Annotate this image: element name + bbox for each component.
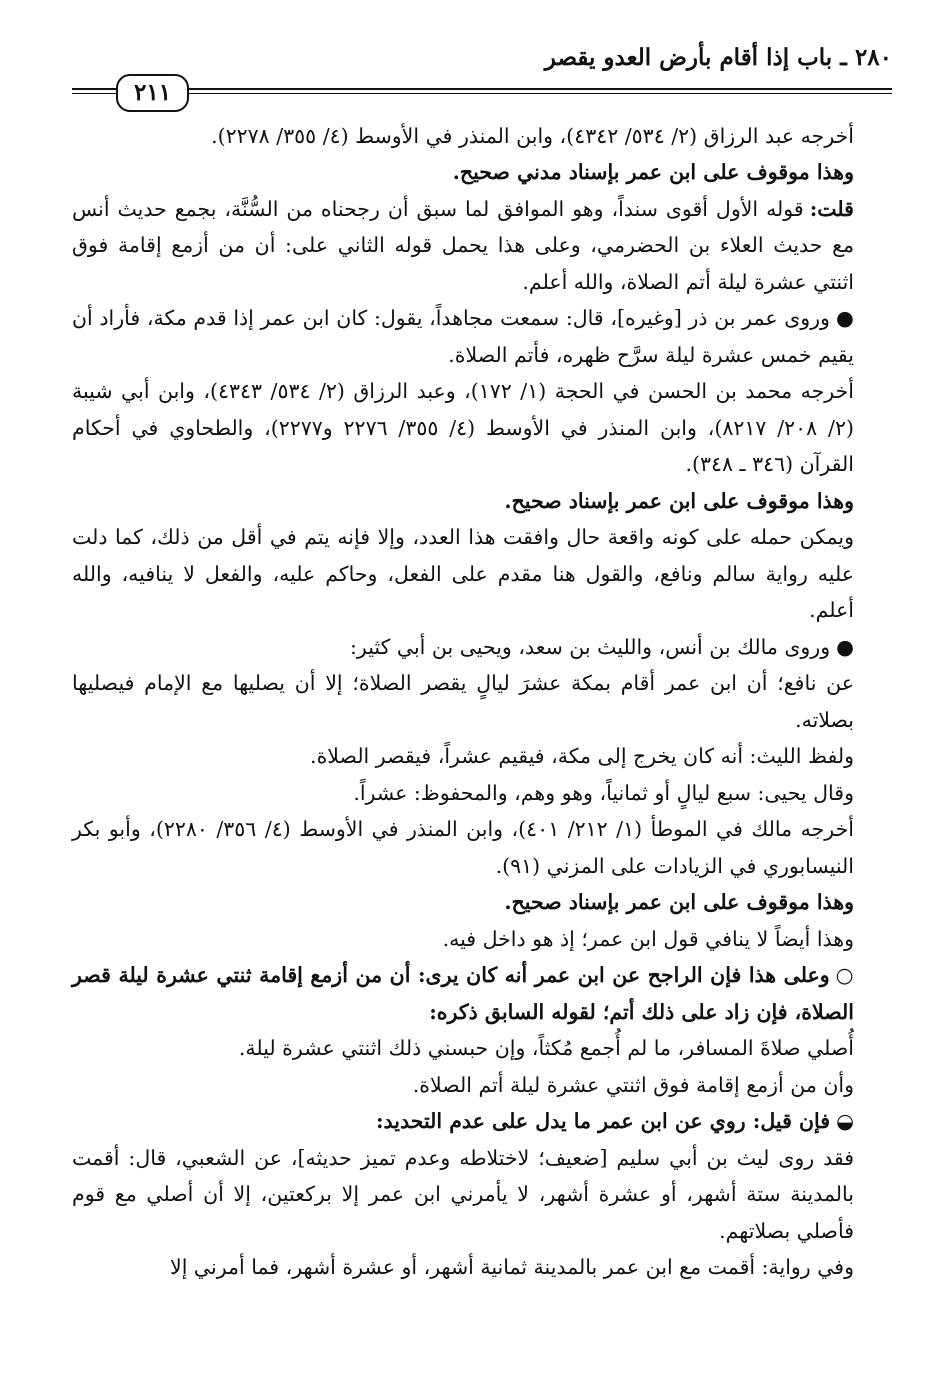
paragraph-text: أُصلي صلاةَ المسافر، ما لم أُجمع مُكثاً، وإن حبسني ذلك اثنتي عشرة ليلة. [238, 1036, 854, 1061]
paragraph-text: ويمكن حمله على كونه واقعة حال وافقت هذا العدد، وإلا فإنه يتم في أقل من ذلك، كما دلت عليه رواية سالم ونافع، والقول هنا مقدم على الفعل، وحاكم عليه، والفعل لا ينافيه، والله أعلم. [72, 525, 854, 623]
paragraph-text: أخرجه عبد الرزاق (٢/ ٥٣٤/ ٤٣٤٢)، وابن المنذر في الأوسط (٤/ ٣٥٥/ ٢٢٧٨). [211, 123, 854, 148]
paragraph [72, 884, 892, 921]
paragraph [72, 921, 892, 958]
paragraph-text: عن نافع؛ أن ابن عمر أقام بمكة عشرَ ليالٍ يقصر الصلاة؛ إلا أن يصليها مع الإمام فيصليها بصلاته. [72, 671, 854, 732]
paragraph-text: فإن قيل: روي عن ابن عمر ما يدل على عدم التحديد: [375, 1109, 831, 1134]
paragraph [72, 300, 892, 373]
paragraph [72, 1249, 892, 1286]
paragraph-lead: ● [835, 306, 855, 331]
paragraph-text: قوله الأول أقوى سنداً، وهو الموافق لما سبق أن رجحناه من السُّنَّة، بجمع حديث أنس مع حديث العلاء بن الحضرمي، وعلى هذا يحمل قوله الثاني على: أن من أزمع إقامة فوق اثنتي عشرة ليلة أتم الصلاة، والله أعلم. [72, 196, 854, 294]
chapter-title: ٢٨٠ ـ باب إذا أقام بأرض العدو يقصر [544, 44, 892, 71]
paragraph-lead: ◒ [836, 1109, 854, 1134]
paragraph [72, 665, 892, 738]
paragraph [72, 154, 892, 191]
paragraph-text: وهذا موقوف على ابن عمر بإسناد صحيح. [504, 890, 854, 915]
paragraph-text: وهذا موقوف على ابن عمر بإسناد صحيح. [504, 488, 854, 513]
page-body [72, 118, 892, 1286]
paragraph [72, 738, 892, 775]
paragraph [72, 629, 892, 666]
paragraph-text: وفي رواية: أقمت مع ابن عمر بالمدينة ثمانية أشهر، أو عشرة أشهر، فما أمرني إلا [170, 1255, 854, 1280]
paragraph-text: فقد روى ليث بن أبي سليم [ضعيف؛ لاختلاطه وعدم تميز حديثه]، عن الشعبي، قال: أقمت بالمدينة ستة أشهر، أو عشرة أشهر، لا يأمرني ابن عمر إلا بركعتين، إلا أن أصلي مع قوم فأصلي بصلاتهم. [72, 1145, 854, 1243]
paragraph [72, 483, 892, 520]
paragraph-text: وروى عمر بن ذر [وغيره]، قال: سمعت مجاهداً، يقول: كان ابن عمر إذا قدم مكة، فأراد أن يقيم خمس عشرة ليلة سرَّح ظهره، فأتم الصلاة. [72, 306, 854, 367]
paragraph-text: أخرجه مالك في الموطأ (١/ ٢١٢/ ٤٠١)، وابن المنذر في الأوسط (٤/ ٣٥٦/ ٢٢٨٠)، وأبو بكر النيسابوري في الزيادات على المزني (٩١). [72, 817, 854, 878]
paragraph-text: أخرجه محمد بن الحسن في الحجة (١/ ١٧٢)، وعبد الرزاق (٢/ ٥٣٤/ ٤٣٤٣)، وابن أبي شيبة (٢/ ٢٠٨/ ٨٢١٧)، وابن المنذر في الأوسط (٤/ ٣٥٥/ ٢٢٧٦ و٢٢٧٧)، والطحاوي في أحكام القرآن (٣٤٦ ـ ٣٤٨). [72, 379, 854, 477]
paragraph [72, 1103, 892, 1140]
running-header [72, 44, 892, 72]
double-rule-line [72, 88, 892, 94]
paragraph [72, 1140, 892, 1250]
paragraph [72, 1067, 892, 1104]
paragraph-lead: ○ [835, 963, 854, 988]
paragraph-text: وهذا أيضاً لا ينافي قول ابن عمر؛ إذ هو داخل فيه. [442, 926, 854, 951]
paragraph-lead: قلت: [809, 196, 854, 221]
header-rule [72, 74, 892, 118]
paragraph-lead: ● [836, 634, 854, 659]
paragraph [72, 519, 892, 629]
paragraph-text: وهذا موقوف على ابن عمر بإسناد مدني صحيح. [452, 160, 854, 185]
paragraph [72, 373, 892, 483]
paragraph [72, 811, 892, 884]
paragraph [72, 118, 892, 155]
paragraph [72, 957, 892, 1030]
page-number: ٢١١ [116, 74, 189, 112]
paragraph-text: وعلى هذا فإن الراجح عن ابن عمر أنه كان يرى: أن من أزمع إقامة ثنتي عشرة ليلة قصر الصلاة، فإن زاد على ذلك أتم؛ لقوله السابق ذكره: [72, 963, 854, 1024]
paragraph-text: وروى مالك بن أنس، والليث بن سعد، ويحيى بن أبي كثير: [350, 634, 831, 659]
paragraph [72, 191, 892, 301]
paragraph-text: ولفظ الليث: أنه كان يخرج إلى مكة، فيقيم عشراً، فيقصر الصلاة. [310, 744, 854, 769]
paragraph [72, 775, 892, 812]
paragraph [72, 1030, 892, 1067]
paragraph-text: وقال يحيى: سبع ليالٍ أو ثمانياً، وهو وهم، والمحفوظ: عشراً. [353, 780, 854, 805]
paragraph-text: وأن من أزمع إقامة فوق اثنتي عشرة ليلة أتم الصلاة. [412, 1072, 854, 1097]
